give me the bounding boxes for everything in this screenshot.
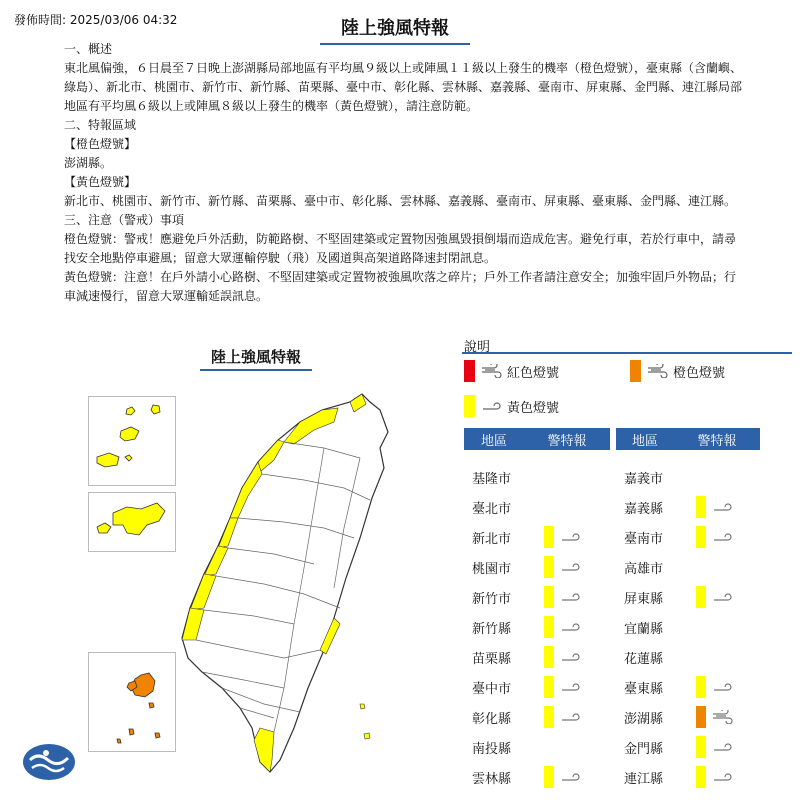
legend-divider <box>462 352 792 354</box>
legend-title: 說明 <box>464 340 491 355</box>
wind-icon <box>712 530 734 544</box>
yellow-flag <box>544 616 554 638</box>
region-row <box>464 762 582 792</box>
red-swatch <box>464 360 475 382</box>
legend-orange <box>630 360 725 382</box>
overview-body: 東北風偏強，６日晨至７日晚上澎湖縣局部地區有平均風９級以上或陣風１１級以上發生的機率（橙色燈號），臺東縣（含蘭嶼、綠島）、新北市、桃園市、新竹市、新竹縣、苗栗縣、臺中市、彰化縣、雲林縣、嘉義縣、臺南市、屏東縣、金門縣、連江縣局部地區有平均風６級以上或陣風８級以上發生的機率（黃色燈號），請注意防範。 <box>64 61 743 113</box>
region-name: 彰化縣 <box>472 711 512 727</box>
yellow-flag <box>696 586 706 608</box>
region-name: 嘉義市 <box>624 471 664 487</box>
overview-heading: 一、概述 <box>64 42 113 56</box>
region-name: 苗栗縣 <box>472 651 512 667</box>
region-name: 屏東縣 <box>624 591 664 607</box>
issue-time: 發佈時間: 2025/03/06 04:32 <box>14 13 178 27</box>
wind-icon <box>712 740 734 754</box>
region-row <box>616 702 734 732</box>
region-name: 高雄市 <box>624 561 664 577</box>
orange-heading: 【橙色燈號】 <box>64 137 137 151</box>
region-row <box>616 492 734 522</box>
region-row <box>464 582 582 612</box>
col-alert: 警特報 <box>697 433 737 449</box>
region-name: 桃園市 <box>472 561 512 577</box>
col-region: 地區 <box>480 433 507 449</box>
region-row <box>616 642 696 672</box>
alert-map <box>84 368 424 788</box>
cwa-logo-icon <box>22 742 76 782</box>
wind-icon <box>560 560 582 574</box>
legend-orange-label: 橙色燈號 <box>673 365 726 381</box>
penghu-inset <box>88 652 176 752</box>
yellow-caution: 黃色燈號：注意！在戶外請小心路樹、不堅固建築或定置物被強風吹落之碎片；戶外工作者請注意安全；加強牢固戶外物品；行車減速慢行，留意大眾運輸延誤訊息。 <box>64 270 737 303</box>
page-title: 陸上強風特報 <box>320 14 470 45</box>
yellow-flag <box>544 526 554 548</box>
wind-icon <box>560 530 582 544</box>
wind-icon <box>712 710 734 724</box>
region-name: 雲林縣 <box>472 771 512 787</box>
col-region: 地區 <box>631 433 658 449</box>
yellow-flag <box>544 586 554 608</box>
region-row <box>464 642 582 672</box>
wind-icon <box>560 620 582 634</box>
region-row <box>464 702 582 732</box>
table-header-right <box>616 428 760 450</box>
region-name: 臺東縣 <box>624 681 664 697</box>
wind-icon <box>647 364 669 378</box>
wind-icon <box>712 680 734 694</box>
region-row <box>464 672 582 702</box>
wind-icon <box>712 590 734 604</box>
region-name: 新北市 <box>472 531 512 547</box>
kinmen-inset <box>88 492 176 552</box>
wind-icon <box>481 399 503 413</box>
yellow-flag <box>544 766 554 788</box>
region-row <box>464 612 582 642</box>
region-row <box>464 732 544 762</box>
region-row <box>616 732 734 762</box>
region-name: 臺中市 <box>472 681 512 697</box>
caution-heading: 三、注意（警戒）事項 <box>64 213 185 227</box>
legend-yellow <box>464 395 559 417</box>
region-row <box>464 492 544 522</box>
region-row <box>464 552 582 582</box>
yellow-flag <box>696 496 706 518</box>
region-row <box>616 672 734 702</box>
region-name: 澎湖縣 <box>624 711 664 727</box>
legend-yellow-label: 黃色燈號 <box>507 400 560 416</box>
region-name: 南投縣 <box>472 741 512 757</box>
region-row <box>616 612 696 642</box>
region-row <box>464 522 582 552</box>
legend-red-label: 紅色燈號 <box>507 365 560 381</box>
report-text <box>64 40 744 306</box>
yellow-flag <box>544 556 554 578</box>
region-name: 基隆市 <box>472 471 512 487</box>
yellow-areas: 新北市、桃園市、新竹市、新竹縣、苗栗縣、臺中市、彰化縣、雲林縣、嘉義縣、臺南市、屏東縣、臺東縣、金門縣、連江縣。 <box>64 194 737 208</box>
taiwan-map <box>174 388 424 778</box>
region-name: 新竹縣 <box>472 621 512 637</box>
orange-caution: 橙色燈號：警戒！應避免戶外活動，防範路樹、不堅固建築或定置物因強風毀損倒塌而造成危害。避免行車，若於行車中，請尋找安全地點停車避風；留意大眾運輸停駛（飛）及國道與高架道路降速封閉訊息。 <box>64 232 737 265</box>
region-name: 臺南市 <box>624 531 664 547</box>
yellow-flag <box>696 676 706 698</box>
table-header-left <box>464 428 610 450</box>
wind-icon <box>712 770 734 784</box>
col-alert: 警特報 <box>547 433 587 449</box>
yellow-flag <box>696 766 706 788</box>
yellow-flag <box>696 526 706 548</box>
area-heading: 二、特報區域 <box>64 118 137 132</box>
matsu-inset <box>88 396 176 486</box>
wind-icon <box>560 590 582 604</box>
region-name: 金門縣 <box>624 741 664 757</box>
region-row <box>616 552 696 582</box>
region-row <box>616 462 696 492</box>
yellow-flag <box>544 676 554 698</box>
region-name: 新竹市 <box>472 591 512 607</box>
yellow-flag <box>544 646 554 668</box>
orange-swatch <box>630 360 641 382</box>
region-name: 花蓮縣 <box>624 651 664 667</box>
wind-icon <box>560 650 582 664</box>
region-name: 臺北市 <box>472 501 512 517</box>
wind-icon <box>560 710 582 724</box>
map-title: 陸上強風特報 <box>200 346 312 371</box>
yellow-heading: 【黃色燈號】 <box>64 175 137 189</box>
region-name: 嘉義縣 <box>624 501 664 517</box>
region-row <box>616 582 734 612</box>
yellow-swatch <box>464 395 475 417</box>
region-row <box>616 522 734 552</box>
wind-icon <box>560 770 582 784</box>
orange-flag <box>696 706 706 728</box>
region-name: 宜蘭縣 <box>624 621 664 637</box>
wind-icon <box>712 500 734 514</box>
region-row <box>464 462 544 492</box>
wind-icon <box>560 680 582 694</box>
legend-red <box>464 360 559 382</box>
region-name: 連江縣 <box>624 771 664 787</box>
yellow-flag <box>544 706 554 728</box>
yellow-flag <box>696 736 706 758</box>
wind-icon <box>481 364 503 378</box>
region-row <box>616 762 734 792</box>
orange-areas: 澎湖縣。 <box>64 156 113 170</box>
